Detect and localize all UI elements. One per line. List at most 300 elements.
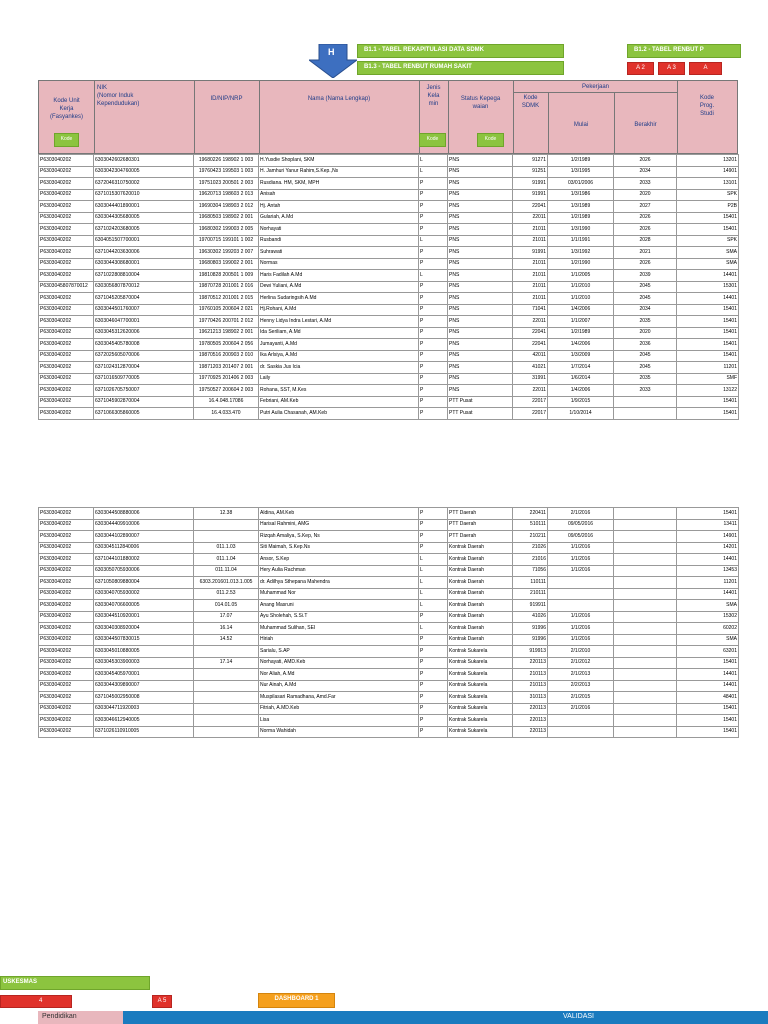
cell-status[interactable]: PNS — [448, 212, 513, 224]
cell-nama[interactable]: H. Jamhuri Yanur Rahim,S.Kep.,Ns — [259, 166, 419, 178]
cell-nip[interactable]: 19870512 201001 2 015 — [194, 293, 259, 305]
cell-jenis[interactable]: P — [419, 385, 448, 397]
cell-berakhir[interactable] — [614, 657, 677, 669]
cell-nip[interactable]: 17.14 — [194, 657, 259, 669]
cell-berakhir[interactable]: 2026 — [614, 224, 677, 236]
cell-mulai[interactable]: 1/10/2014 — [548, 408, 614, 420]
cell-nik[interactable]: 6371022808810004 — [94, 270, 194, 282]
cell-jenis[interactable]: P — [419, 339, 448, 351]
cell-kode-unit[interactable]: P6303040202 — [39, 201, 94, 213]
cell-berakhir[interactable] — [614, 611, 677, 623]
cell-berakhir[interactable] — [614, 531, 677, 543]
cell-mulai[interactable]: 1/1/2016 — [548, 565, 614, 577]
table-row[interactable] — [39, 657, 739, 669]
cell-kode-sdmk[interactable]: 21011 — [513, 258, 548, 270]
cell-status[interactable]: Kontrak Sukarela — [448, 657, 513, 669]
cell-nip[interactable]: 014.01.05 — [194, 600, 259, 612]
cell-kode-unit[interactable]: P6303040202 — [39, 155, 94, 167]
tab-a[interactable]: A — [689, 62, 722, 75]
cell-nip[interactable]: 19770925 201406 2 003 — [194, 373, 259, 385]
cell-nama[interactable]: Rusdiana. HM, SKM, MPH — [259, 178, 419, 190]
cell-jenis[interactable]: P — [419, 715, 448, 727]
dashboard-button[interactable]: DASHBOARD 1 — [258, 993, 335, 1008]
cell-kode-unit[interactable]: P6303040202 — [39, 385, 94, 397]
cell-status[interactable]: PNS — [448, 293, 513, 305]
table-row[interactable] — [39, 646, 739, 658]
table-row[interactable] — [39, 680, 739, 692]
cell-nama[interactable]: Gulariah, A.Md — [259, 212, 419, 224]
table-row[interactable] — [39, 519, 739, 531]
cell-nama[interactable]: Muhammad Nor — [259, 588, 419, 600]
cell-status[interactable]: PNS — [448, 373, 513, 385]
cell-mulai[interactable]: 1/2/1990 — [548, 258, 614, 270]
cell-berakhir[interactable] — [614, 554, 677, 566]
cell-nik[interactable]: 6371045002950008 — [94, 692, 194, 704]
validasi-bar[interactable] — [123, 1011, 768, 1024]
cell-status[interactable]: PNS — [448, 385, 513, 397]
cell-nik[interactable]: 6371045205870004 — [94, 293, 194, 305]
cell-nama[interactable]: Norma Wahidah — [259, 726, 419, 738]
cell-mulai[interactable]: 1/2/1989 — [548, 212, 614, 224]
cell-nik[interactable]: 6303040308920004 — [94, 623, 194, 635]
table-row[interactable] — [39, 224, 739, 236]
cell-berakhir[interactable]: 2026 — [614, 155, 677, 167]
cell-nama[interactable]: Ida Seriliam, A.Md — [259, 327, 419, 339]
cell-status[interactable]: PNS — [448, 270, 513, 282]
cell-mulai[interactable] — [548, 588, 614, 600]
cell-nama[interactable]: H.Yusdie Shoplani, SKM — [259, 155, 419, 167]
cell-jenis[interactable]: P — [419, 508, 448, 520]
cell-nip[interactable] — [194, 519, 259, 531]
cell-nip[interactable] — [194, 703, 259, 715]
cell-kode-sdmk[interactable]: 22041 — [513, 327, 548, 339]
cell-mulai[interactable]: 1/4/2006 — [548, 304, 614, 316]
cell-nip[interactable] — [194, 692, 259, 704]
cell-nik[interactable]: 6303044501760007 — [94, 304, 194, 316]
cell-status[interactable]: Kontrak Sukarela — [448, 726, 513, 738]
cell-nip[interactable]: 19680803 199002 2 001 — [194, 258, 259, 270]
cell-kode-sdmk[interactable]: 41026 — [513, 611, 548, 623]
cell-berakhir[interactable]: 2045 — [614, 350, 677, 362]
table-row[interactable] — [39, 247, 739, 259]
cell-kode-sdmk[interactable]: 21011 — [513, 235, 548, 247]
cell-kode-unit[interactable]: P6303045807870012 — [39, 281, 94, 293]
cell-nama[interactable]: Ansor, S.Kep — [259, 554, 419, 566]
cell-nip[interactable] — [194, 726, 259, 738]
cell-kode-unit[interactable]: P6303040202 — [39, 715, 94, 727]
cell-nik[interactable]: 6371066305860005 — [94, 408, 194, 420]
cell-mulai[interactable]: 1/1/2016 — [548, 542, 614, 554]
cell-nik[interactable]: 6303044711920003 — [94, 703, 194, 715]
cell-jenis[interactable]: P — [419, 189, 448, 201]
cell-mulai[interactable]: 09/05/2016 — [548, 519, 614, 531]
cell-kode-prog[interactable]: 14901 — [677, 531, 739, 543]
cell-jenis[interactable]: L — [419, 554, 448, 566]
cell-berakhir[interactable] — [614, 565, 677, 577]
cell-kode-prog[interactable]: 15401 — [677, 408, 739, 420]
cell-kode-prog[interactable]: 13453 — [677, 565, 739, 577]
table-row[interactable] — [39, 703, 739, 715]
cell-nama[interactable]: Rohana, SST, M.Kes — [259, 385, 419, 397]
cell-kode-sdmk[interactable]: 91251 — [513, 166, 548, 178]
table-row[interactable] — [39, 373, 739, 385]
cell-nik[interactable]: 6303045303900003 — [94, 657, 194, 669]
cell-nik[interactable]: 6303050705930006 — [94, 565, 194, 577]
cell-kode-prog[interactable]: 15401 — [677, 316, 739, 328]
cell-status[interactable]: Kontrak Daerah — [448, 611, 513, 623]
cell-berakhir[interactable]: 2045 — [614, 293, 677, 305]
cell-nama[interactable]: Fitriah, A.MD.Keb — [259, 703, 419, 715]
cell-jenis[interactable]: L — [419, 588, 448, 600]
cell-mulai[interactable]: 1/1/2016 — [548, 634, 614, 646]
cell-kode-prog[interactable]: 15401 — [677, 224, 739, 236]
cell-mulai[interactable]: 1/2/1989 — [548, 155, 614, 167]
cell-jenis[interactable]: P — [419, 293, 448, 305]
home-arrow-button[interactable] — [309, 44, 357, 78]
cell-berakhir[interactable] — [614, 408, 677, 420]
cell-berakhir[interactable]: 2021 — [614, 247, 677, 259]
cell-jenis[interactable]: P — [419, 726, 448, 738]
table-row[interactable] — [39, 235, 739, 247]
cell-kode-unit[interactable]: P6303040202 — [39, 373, 94, 385]
table-row[interactable] — [39, 155, 739, 167]
cell-jenis[interactable]: P — [419, 634, 448, 646]
cell-status[interactable]: PNS — [448, 166, 513, 178]
cell-kode-sdmk[interactable]: 22011 — [513, 385, 548, 397]
cell-kode-sdmk[interactable]: 71041 — [513, 304, 548, 316]
cell-nip[interactable]: 12.38 — [194, 508, 259, 520]
cell-kode-prog[interactable]: 15401 — [677, 304, 739, 316]
cell-kode-unit[interactable]: P6303040202 — [39, 669, 94, 681]
cell-mulai[interactable] — [548, 577, 614, 589]
tab-b11-rekapitulasi[interactable]: B1.1 - TABEL REKAPITULASI DATA SDMK — [357, 44, 564, 58]
cell-nip[interactable]: 19870728 201001 2 016 — [194, 281, 259, 293]
cell-berakhir[interactable] — [614, 669, 677, 681]
cell-kode-prog[interactable]: 15401 — [677, 396, 739, 408]
cell-nama[interactable]: Rusbandi — [259, 235, 419, 247]
cell-kode-prog[interactable]: SPK — [677, 189, 739, 201]
cell-kode-prog[interactable]: 15401 — [677, 715, 739, 727]
cell-nama[interactable]: Henny Lidya Indra Lestari, A.Md — [259, 316, 419, 328]
cell-nip[interactable]: 19760423 199503 1 003 — [194, 166, 259, 178]
cell-kode-sdmk[interactable]: 510111 — [513, 519, 548, 531]
cell-status[interactable]: Kontrak Daerah — [448, 554, 513, 566]
cell-nik[interactable]: 6372025605070006 — [94, 350, 194, 362]
cell-jenis[interactable]: P — [419, 258, 448, 270]
cell-kode-prog[interactable]: 48401 — [677, 692, 739, 704]
cell-nip[interactable]: 011.2.53 — [194, 588, 259, 600]
cell-nama[interactable]: Muspilasari Ramadhana, Amd.Far — [259, 692, 419, 704]
cell-berakhir[interactable]: 2034 — [614, 166, 677, 178]
cell-kode-sdmk[interactable]: 21011 — [513, 270, 548, 282]
cell-nip[interactable]: 19621213 198902 2 001 — [194, 327, 259, 339]
cell-nik[interactable]: 6371050809880004 — [94, 577, 194, 589]
cell-nip[interactable]: 19680226 198902 1 003 — [194, 155, 259, 167]
cell-nik[interactable]: 6303045312620006 — [94, 327, 194, 339]
cell-nik[interactable]: 6303046612940005 — [94, 715, 194, 727]
table-row[interactable] — [39, 726, 739, 738]
cell-jenis[interactable]: L — [419, 600, 448, 612]
cell-status[interactable]: PTT Pusat — [448, 396, 513, 408]
cell-kode-sdmk[interactable]: 21026 — [513, 542, 548, 554]
cell-kode-prog[interactable]: 14401 — [677, 588, 739, 600]
cell-kode-prog[interactable]: 15401 — [677, 212, 739, 224]
cell-kode-sdmk[interactable]: 21011 — [513, 293, 548, 305]
cell-status[interactable]: PNS — [448, 339, 513, 351]
cell-jenis[interactable]: P — [419, 247, 448, 259]
cell-kode-sdmk[interactable]: 22017 — [513, 396, 548, 408]
cell-jenis[interactable]: P — [419, 519, 448, 531]
cell-kode-prog[interactable]: 15401 — [677, 350, 739, 362]
cell-status[interactable]: Kontrak Daerah — [448, 600, 513, 612]
cell-jenis[interactable]: P — [419, 408, 448, 420]
table-row[interactable] — [39, 588, 739, 600]
cell-kode-sdmk[interactable]: 71056 — [513, 565, 548, 577]
table-row[interactable] — [39, 408, 739, 420]
cell-nip[interactable]: 011.1.04 — [194, 554, 259, 566]
cell-kode-unit[interactable]: P6303040202 — [39, 703, 94, 715]
cell-jenis[interactable]: P — [419, 396, 448, 408]
cell-nik[interactable]: 6303045112840006 — [94, 542, 194, 554]
cell-mulai[interactable]: 1/1/2005 — [548, 270, 614, 282]
cell-jenis[interactable]: L — [419, 235, 448, 247]
cell-mulai[interactable]: 2/1/2015 — [548, 692, 614, 704]
cell-status[interactable]: Kontrak Daerah — [448, 565, 513, 577]
cell-kode-sdmk[interactable]: 21016 — [513, 554, 548, 566]
table-row[interactable] — [39, 258, 739, 270]
cell-nip[interactable]: 19870516 200903 2 010 — [194, 350, 259, 362]
tab-b13-renbut-rs[interactable]: B1.3 - TABEL RENBUT RUMAH SAKIT — [357, 61, 564, 75]
cell-kode-sdmk[interactable]: 91996 — [513, 623, 548, 635]
cell-kode-unit[interactable]: P6303040202 — [39, 646, 94, 658]
cell-jenis[interactable]: P — [419, 680, 448, 692]
cell-kode-sdmk[interactable]: 220411 — [513, 508, 548, 520]
cell-mulai[interactable]: 1/4/2006 — [548, 339, 614, 351]
cell-berakhir[interactable]: 2045 — [614, 362, 677, 374]
cell-status[interactable]: Kontrak Sukarela — [448, 692, 513, 704]
cell-status[interactable]: PNS — [448, 304, 513, 316]
cell-berakhir[interactable] — [614, 577, 677, 589]
cell-jenis[interactable]: P — [419, 327, 448, 339]
tab-a2[interactable]: A 2 — [627, 62, 654, 75]
cell-status[interactable]: PNS — [448, 350, 513, 362]
cell-kode-prog[interactable]: SMA — [677, 258, 739, 270]
cell-nip[interactable] — [194, 680, 259, 692]
cell-nip[interactable]: 16.4.048.17086 — [194, 396, 259, 408]
kode-button-unit[interactable]: Kode — [54, 133, 79, 147]
cell-nik[interactable]: 6303044401890001 — [94, 201, 194, 213]
cell-kode-unit[interactable]: P6303040202 — [39, 189, 94, 201]
cell-status[interactable]: Kontrak Sukarela — [448, 715, 513, 727]
cell-kode-prog[interactable]: 63201 — [677, 646, 739, 658]
cell-kode-prog[interactable]: 15401 — [677, 339, 739, 351]
cell-nama[interactable]: Aldina, AM.Keb — [259, 508, 419, 520]
cell-mulai[interactable]: 1/1/2016 — [548, 611, 614, 623]
cell-kode-sdmk[interactable]: 91991 — [513, 189, 548, 201]
cell-kode-unit[interactable]: P6303040202 — [39, 166, 94, 178]
cell-mulai[interactable]: 2/1/2016 — [548, 703, 614, 715]
cell-nip[interactable]: 011.11.04 — [194, 565, 259, 577]
cell-berakhir[interactable]: 2039 — [614, 270, 677, 282]
cell-berakhir[interactable]: 2033 — [614, 385, 677, 397]
cell-berakhir[interactable]: 2035 — [614, 316, 677, 328]
cell-kode-prog[interactable]: 15401 — [677, 508, 739, 520]
cell-nama[interactable]: Harisal Rahmini, AMG — [259, 519, 419, 531]
cell-kode-prog[interactable]: 14401 — [677, 669, 739, 681]
cell-nip[interactable]: 19871203 201407 2 001 — [194, 362, 259, 374]
cell-jenis[interactable]: P — [419, 224, 448, 236]
cell-berakhir[interactable] — [614, 508, 677, 520]
table-row[interactable] — [39, 339, 739, 351]
cell-kode-prog[interactable]: 11201 — [677, 577, 739, 589]
cell-kode-prog[interactable]: 14901 — [677, 166, 739, 178]
cell-kode-sdmk[interactable]: 220113 — [513, 715, 548, 727]
cell-kode-unit[interactable]: P6303040202 — [39, 588, 94, 600]
cell-nip[interactable]: 19770426 200701 2 012 — [194, 316, 259, 328]
cell-kode-unit[interactable]: P6303040202 — [39, 293, 94, 305]
table-row[interactable] — [39, 281, 739, 293]
cell-nama[interactable]: Anang Masruni — [259, 600, 419, 612]
cell-berakhir[interactable]: 2036 — [614, 339, 677, 351]
cell-kode-unit[interactable]: P6303040202 — [39, 178, 94, 190]
cell-kode-unit[interactable]: P6303040202 — [39, 542, 94, 554]
cell-nip[interactable]: 19680503 198902 2 001 — [194, 212, 259, 224]
cell-nik[interactable]: 6303056807870012 — [94, 281, 194, 293]
cell-nip[interactable]: 19680302 199003 2 005 — [194, 224, 259, 236]
table-row[interactable] — [39, 531, 739, 543]
cell-berakhir[interactable]: 2034 — [614, 304, 677, 316]
cell-kode-sdmk[interactable]: 110111 — [513, 577, 548, 589]
cell-nama[interactable]: Hiriah — [259, 634, 419, 646]
cell-nik[interactable]: 6372046310750002 — [94, 178, 194, 190]
cell-kode-sdmk[interactable]: 22041 — [513, 339, 548, 351]
cell-nik[interactable]: 6303040706600005 — [94, 600, 194, 612]
cell-nip[interactable] — [194, 669, 259, 681]
table-row[interactable] — [39, 669, 739, 681]
cell-status[interactable]: Kontrak Daerah — [448, 623, 513, 635]
table-row[interactable] — [39, 362, 739, 374]
table-row[interactable] — [39, 178, 739, 190]
cell-status[interactable]: Kontrak Daerah — [448, 577, 513, 589]
cell-kode-prog[interactable]: 15401 — [677, 657, 739, 669]
cell-nama[interactable]: Sarialu, S.AP — [259, 646, 419, 658]
table-row[interactable] — [39, 385, 739, 397]
cell-nama[interactable]: Haris Fadilah A.Md — [259, 270, 419, 282]
cell-kode-sdmk[interactable]: 210211 — [513, 531, 548, 543]
cell-kode-unit[interactable]: P6303040202 — [39, 726, 94, 738]
cell-jenis[interactable]: L — [419, 623, 448, 635]
table-row[interactable] — [39, 634, 739, 646]
cell-nik[interactable]: 6371024312870004 — [94, 362, 194, 374]
cell-jenis[interactable]: P — [419, 531, 448, 543]
cell-mulai[interactable]: 1/1/2010 — [548, 293, 614, 305]
table-row[interactable] — [39, 212, 739, 224]
cell-kode-sdmk[interactable]: 310113 — [513, 692, 548, 704]
cell-jenis[interactable]: L — [419, 155, 448, 167]
cell-mulai[interactable]: 2/2/2013 — [548, 680, 614, 692]
cell-status[interactable]: PNS — [448, 316, 513, 328]
cell-nama[interactable]: Hery Aulia Rachman — [259, 565, 419, 577]
cell-nip[interactable]: 16.4.033.470 — [194, 408, 259, 420]
cell-jenis[interactable]: P — [419, 611, 448, 623]
cell-kode-unit[interactable]: P6303040202 — [39, 408, 94, 420]
cell-mulai[interactable]: 2/1/2010 — [548, 646, 614, 658]
cell-nama[interactable]: Putri Aulia Chasanah, AM.Keb — [259, 408, 419, 420]
cell-mulai[interactable]: 2/1/2013 — [548, 669, 614, 681]
cell-nik[interactable]: 6371016509770005 — [94, 373, 194, 385]
cell-mulai[interactable]: 2/1/2012 — [548, 657, 614, 669]
cell-mulai[interactable]: 1/1/2016 — [548, 554, 614, 566]
cell-nik[interactable]: 6303044508880006 — [94, 508, 194, 520]
cell-mulai[interactable]: 1/2/1989 — [548, 327, 614, 339]
cell-nip[interactable] — [194, 646, 259, 658]
cell-kode-sdmk[interactable]: 91271 — [513, 155, 548, 167]
cell-kode-unit[interactable]: P6303040202 — [39, 554, 94, 566]
table-row[interactable] — [39, 611, 739, 623]
cell-jenis[interactable]: P — [419, 350, 448, 362]
cell-nik[interactable]: 6371024203680005 — [94, 224, 194, 236]
cell-kode-unit[interactable]: P6303040202 — [39, 316, 94, 328]
cell-mulai[interactable]: 1/1/2010 — [548, 281, 614, 293]
cell-mulai[interactable] — [548, 715, 614, 727]
cell-kode-prog[interactable]: 14201 — [677, 542, 739, 554]
cell-kode-prog[interactable]: 60202 — [677, 623, 739, 635]
cell-nik[interactable]: 6303040705930002 — [94, 588, 194, 600]
table-row[interactable] — [39, 600, 739, 612]
cell-jenis[interactable]: P — [419, 657, 448, 669]
cell-jenis[interactable]: P — [419, 703, 448, 715]
cell-kode-unit[interactable]: P6303040202 — [39, 531, 94, 543]
cell-kode-unit[interactable]: P6303040202 — [39, 327, 94, 339]
table-row[interactable] — [39, 316, 739, 328]
cell-kode-unit[interactable]: P6303040202 — [39, 508, 94, 520]
cell-nik[interactable]: 6304051507700001 — [94, 235, 194, 247]
cell-jenis[interactable]: P — [419, 201, 448, 213]
cell-berakhir[interactable] — [614, 646, 677, 658]
cell-berakhir[interactable] — [614, 600, 677, 612]
cell-nama[interactable]: Laily — [259, 373, 419, 385]
cell-kode-sdmk[interactable]: 210111 — [513, 588, 548, 600]
table-row[interactable] — [39, 508, 739, 520]
cell-kode-unit[interactable]: P6303040202 — [39, 577, 94, 589]
table-row[interactable] — [39, 577, 739, 589]
tab-pendidikan[interactable]: Pendidikan — [38, 1011, 123, 1024]
cell-mulai[interactable]: 1/3/1995 — [548, 166, 614, 178]
cell-mulai[interactable]: 1/7/2014 — [548, 362, 614, 374]
cell-kode-sdmk[interactable]: 220113 — [513, 657, 548, 669]
cell-kode-unit[interactable]: P6303040202 — [39, 224, 94, 236]
table-row[interactable] — [39, 304, 739, 316]
cell-mulai[interactable]: 1/1/2016 — [548, 623, 614, 635]
cell-kode-unit[interactable]: P6303040202 — [39, 611, 94, 623]
cell-berakhir[interactable] — [614, 692, 677, 704]
cell-nama[interactable]: Ayu Sholehah, S.Si.T — [259, 611, 419, 623]
cell-kode-unit[interactable]: P6303040202 — [39, 247, 94, 259]
cell-kode-unit[interactable]: P6303040202 — [39, 657, 94, 669]
cell-jenis[interactable]: L — [419, 270, 448, 282]
table-row[interactable] — [39, 350, 739, 362]
table-row[interactable] — [39, 201, 739, 213]
cell-nik[interactable]: 6303044510920001 — [94, 611, 194, 623]
cell-kode-prog[interactable]: 15401 — [677, 703, 739, 715]
cell-nip[interactable] — [194, 531, 259, 543]
cell-kode-prog[interactable]: 15401 — [677, 327, 739, 339]
cell-berakhir[interactable] — [614, 519, 677, 531]
cell-kode-unit[interactable]: P6303040202 — [39, 350, 94, 362]
cell-jenis[interactable]: L — [419, 166, 448, 178]
table-row[interactable] — [39, 396, 739, 408]
table-row[interactable] — [39, 554, 739, 566]
